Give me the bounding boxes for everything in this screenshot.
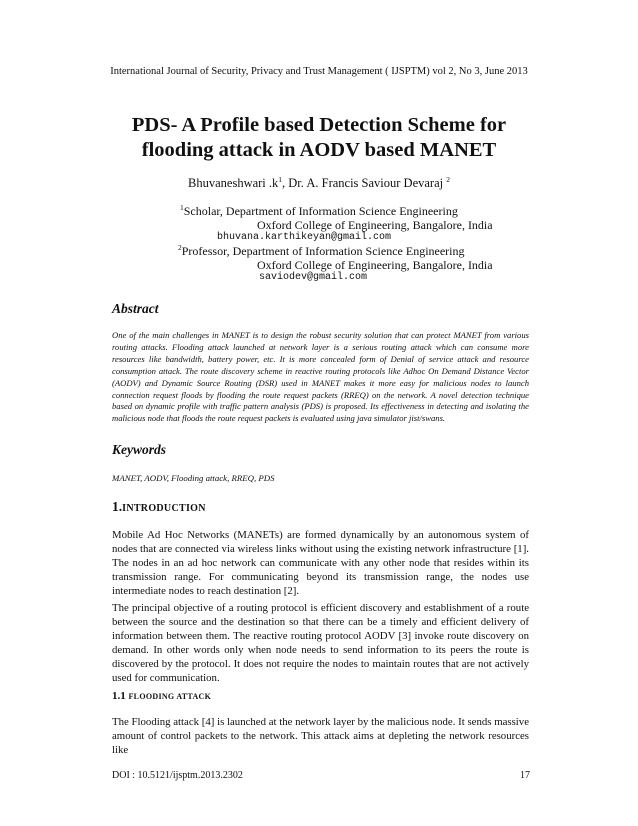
author-2-name: Dr. A. Francis Saviour Devaraj xyxy=(288,176,447,190)
flooding-attack-heading-number: 1.1 xyxy=(112,690,129,702)
flooding-attack-heading xyxy=(112,690,211,702)
paper-title xyxy=(60,113,578,163)
flooding-attack-heading-text: FLOODING ATTACK xyxy=(128,692,212,701)
author-1-affiliation-mark: 1 xyxy=(278,174,283,184)
introduction-heading-number: 1. xyxy=(112,499,123,514)
introduction-heading-text: INTRODUCTION xyxy=(122,503,206,514)
author-list xyxy=(0,176,638,191)
affiliation-2-department xyxy=(178,244,465,258)
introduction-heading xyxy=(112,499,206,515)
affiliation-1-department xyxy=(180,204,458,218)
affiliation-2-institution: Oxford College of Engineering, Bangalore, India xyxy=(257,258,493,272)
keywords-heading: Keywords xyxy=(112,442,166,457)
affiliation-1-email: bhuvana.karthikeyan@gmail.com xyxy=(217,232,392,243)
affiliation-2-email: saviodev@gmail.com xyxy=(259,272,368,283)
introduction-paragraph-2: The principal objective of a routing protocol is efficient discovery and establishment of a route between the source and the destination so that there can be a timely and efficient delivery of information between them. The reactive routing protocol AODV [3] invoke route discovery on demand. In other words only when node needs to send information to its peers the route is discovered by the protocol. It does not require the nodes to maintain routes that are not actively used for communication. xyxy=(112,602,529,684)
abstract-text: One of the main challenges in MANET is to design the robust security solution that can protect MANET from various routing attacks. Flooding attack launched at network layer is a serious routing attack which can consume more resources like bandwidth, battery power, etc. It is more concealed form of Denial of service attack and resource consumption attack. The route discovery scheme in reactive routing protocols like Adhoc On Demand Distance Vector (AODV) and Dynamic Source Routing (DSR) used in MANET makes it more easy for malicious nodes to launch connection request floods by flooding the route request packets (RREQ) on the network. A novel detection technique based on dynamic profile with traffic pattern analysis (PDS) is proposed. Its effectiveness in detecting and isolating the malicious node that floods the route request packets is evaluated using java simulator jist/swans. xyxy=(112,330,529,424)
affiliation-1-institution: Oxford College of Engineering, Bangalore, India xyxy=(257,218,493,232)
flooding-attack-paragraph: The Flooding attack [4] is launched at the network layer by the malicious node. It sends massive amount of control packets to the network. This attack aims at depleting the network resources like xyxy=(112,716,529,756)
journal-header: International Journal of Security, Privacy and Trust Management ( IJSPTM) vol 2, No 3, June 2013 xyxy=(110,66,528,77)
author-1-name: Bhuvaneshwari .k xyxy=(188,176,279,190)
page-number: 17 xyxy=(520,770,530,781)
affiliation-1-mark: 1 xyxy=(180,203,184,212)
author-separator: , xyxy=(282,176,289,190)
doi-footer: DOI : 10.5121/ijsptm.2013.2302 xyxy=(112,770,243,781)
affiliation-1-department-text: Scholar, Department of Information Science Engineering xyxy=(183,204,458,218)
introduction-paragraph-1: Mobile Ad Hoc Networks (MANETs) are formed dynamically by an autonomous system of nodes that are connected via wireless links without using the existing network infrastructure [1]. The nodes in an ad hoc network can communicate with any other node that resides within its transmission range. For communicating beyond its transmission range, the nodes use intermediate nodes to reach destination [2]. xyxy=(112,529,529,597)
paper-title-line-2: flooding attack in AODV based MANET xyxy=(141,139,497,161)
affiliation-2-mark: 2 xyxy=(178,243,182,252)
abstract-heading: Abstract xyxy=(112,301,159,316)
author-2-affiliation-mark: 2 xyxy=(446,174,450,184)
paper-title-line-1: PDS- A Profile based Detection Scheme for xyxy=(131,114,507,136)
affiliation-2-department-text: Professor, Department of Information Science Engineering xyxy=(181,244,465,258)
keywords-text: MANET, AODV, Flooding attack, RREQ, PDS xyxy=(112,473,275,483)
